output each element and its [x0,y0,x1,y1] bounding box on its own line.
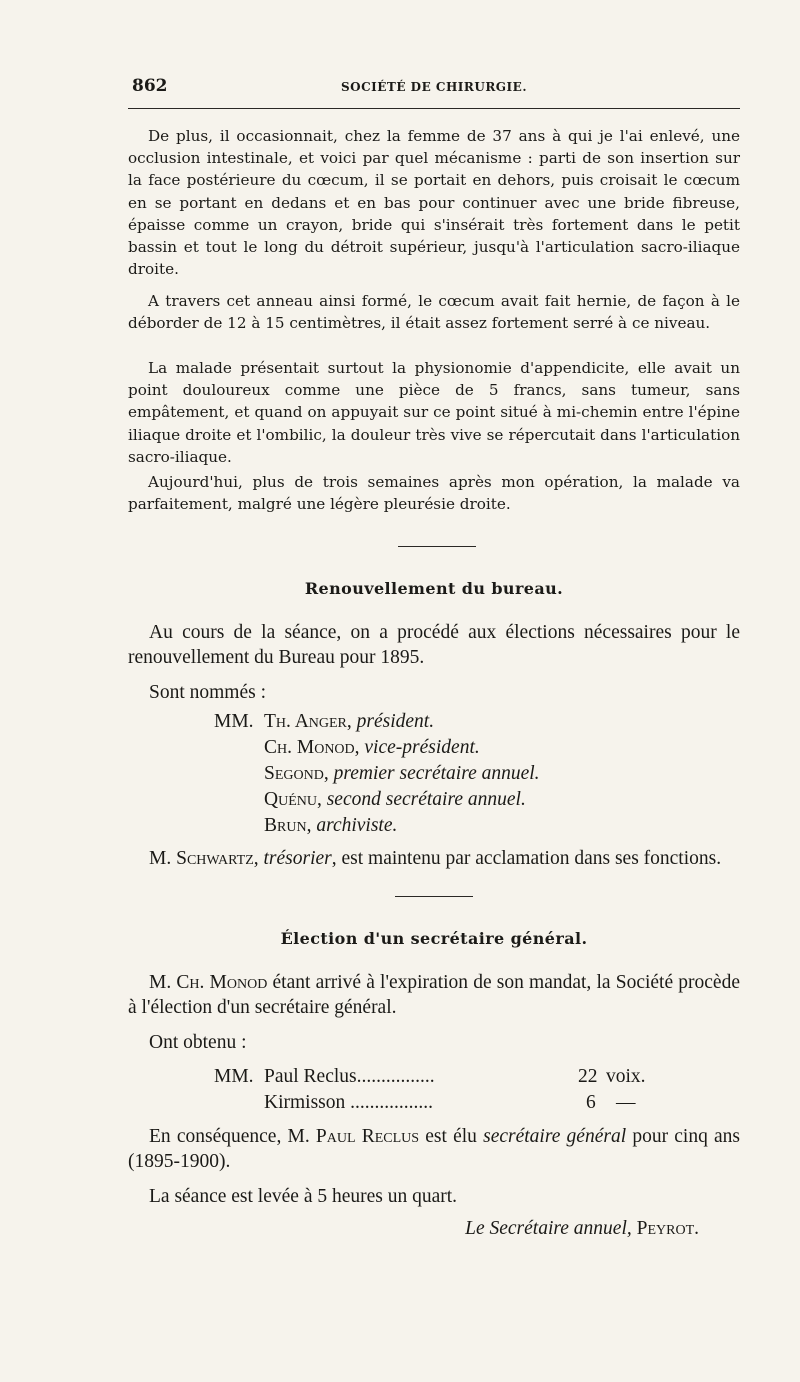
candidate-name: Paul Reclus [264,1066,357,1087]
officer-name: Th. Anger [264,711,347,732]
paragraph-treasurer [128,846,740,871]
paragraph-text: Ont obtenu : [149,1032,247,1053]
paragraph-text: M. Schwartz, trésorier, est maintenu par acclamation dans ses fonctions. [149,848,722,869]
paragraph-text [128,970,740,1020]
section-divider [398,546,476,547]
intro-prefix: M. [149,972,172,993]
officer-role: second secrétaire annuel. [326,789,526,810]
paragraph-text: La séance est levée à 5 heures un quart. [149,1186,458,1207]
header-rule [128,108,740,109]
mm-label: MM. [214,711,254,732]
signature-role: Le Secrétaire annuel, [465,1218,632,1239]
paragraph-result [128,1124,740,1174]
paragraph-text: Sont nommés : [149,682,267,703]
treasurer-role: trésorier [263,848,332,869]
dot-leader: ................. [350,1092,434,1113]
paragraph-occlusion [128,125,740,280]
officer-name: Ch. Monod [264,737,355,758]
treasurer-name: Schwartz [176,848,254,869]
officer-row: Ch. Monod, vice-président. [264,737,480,758]
vote-row [214,1064,664,1090]
paragraph-closing [128,1184,740,1209]
result-prefix: En conséquence, M. [149,1126,310,1147]
result-role: secrétaire général [483,1126,627,1147]
officer-list [214,709,540,839]
officer-row: Quénu, second secrétaire annuel. [264,789,526,810]
paragraph-text: Au cours de la séance, on a procédé aux élections nécessaires pour le renouvellement du Bureau pour 1895. [128,622,740,668]
officer-name: Quénu [264,789,317,810]
section-title-bureau: Renouvellement du bureau. [304,579,564,598]
paragraph-text [128,1124,740,1174]
vote-list [214,1064,664,1116]
signature-name: Peyrot. [636,1218,699,1239]
officer-role: archiviste. [316,815,398,836]
paragraph-text: Aujourd'hui, plus de trois semaines après mon opération, la malade va parfaitement, malgré une légère pleurésie droite. [128,473,740,514]
result-suffix: pour cinq ans (1895-1900). [128,1126,740,1172]
paragraph-named-label [128,680,740,705]
intro-name: Ch. Monod [176,972,268,993]
mm-label: MM. [214,1066,254,1087]
paragraph-hernia [128,290,740,334]
dot-leader: ................ [356,1066,435,1087]
paragraph-obtained-label [128,1030,740,1055]
paragraph-symptoms [128,357,740,468]
candidate-name: Kirmisson [264,1092,346,1113]
paragraph-text: A travers cet anneau ainsi formé, le cœcum avait fait hernie, de façon à le déborder de 12 à 15 centimètres, il était assez fortement serré à ce niveau. [128,292,740,333]
officer-role: vice-président. [364,737,480,758]
vote-count: 22 [578,1066,598,1087]
officer-name: Brun [264,815,307,836]
section-title-election: Élection d'un secrétaire général. [280,929,588,948]
vote-unit: — [616,1092,636,1113]
officer-name: Segond [264,763,324,784]
paragraph-bureau-intro [128,620,740,670]
officer-row: Brun, archiviste. [264,815,398,836]
signature [465,1218,699,1240]
vote-row [214,1090,664,1116]
result-middle: est élu [425,1126,477,1147]
page-number: 862 [132,76,168,96]
officer-row: Segond, premier secrétaire annuel. [264,763,540,784]
officer-role: premier secrétaire annuel. [333,763,540,784]
section-divider [395,896,473,897]
result-name: Paul Reclus [315,1126,420,1147]
vote-count: 6 [586,1092,596,1113]
vote-unit: voix. [606,1066,646,1087]
paragraph-election-intro [128,970,740,1020]
officer-role: président. [356,711,435,732]
intro-rest: étant arrivé à l'expiration de son mandat, la Société procède à l'élection d'un secrétaire général. [128,972,740,1018]
paragraph-outcome [128,471,740,515]
treasurer-prefix: M. [149,848,172,869]
page-header [128,76,740,100]
treasurer-suffix: , est maintenu par acclamation dans ses fonctions. [331,848,722,869]
officer-row: MM. Th. Anger, président. [214,709,540,735]
paragraph-text: De plus, il occasionnait, chez la femme de 37 ans à qui je l'ai enlevé, une occlusion intestinale, et voici par quel mécanisme : parti de son insertion sur la face postérieure du cœcum, il se portait en dehors, puis croisait le cœcum en se portant en dedans et en bas pour continuer avec une bride fibreuse, épaisse comme un crayon, bride qui s'insérait très fortement dans le petit bassin et tout le long du détroit supérieur, jusqu'à l'articulation sacro-iliaque droite. [128,127,740,279]
paragraph-text: La malade présentait surtout la physionomie d'appendicite, elle avait un point douloureux comme une pièce de 5 francs, sans tumeur, sans empâtement, et quand on appuyait sur ce point situé à mi-chemin entre l'épine iliaque droite et l'ombilic, la douleur très vive se répercutait dans l'articulation sacro-iliaque. [128,359,740,466]
running-head: SOCIÉTÉ DE CHIRURGIE. [340,80,527,94]
